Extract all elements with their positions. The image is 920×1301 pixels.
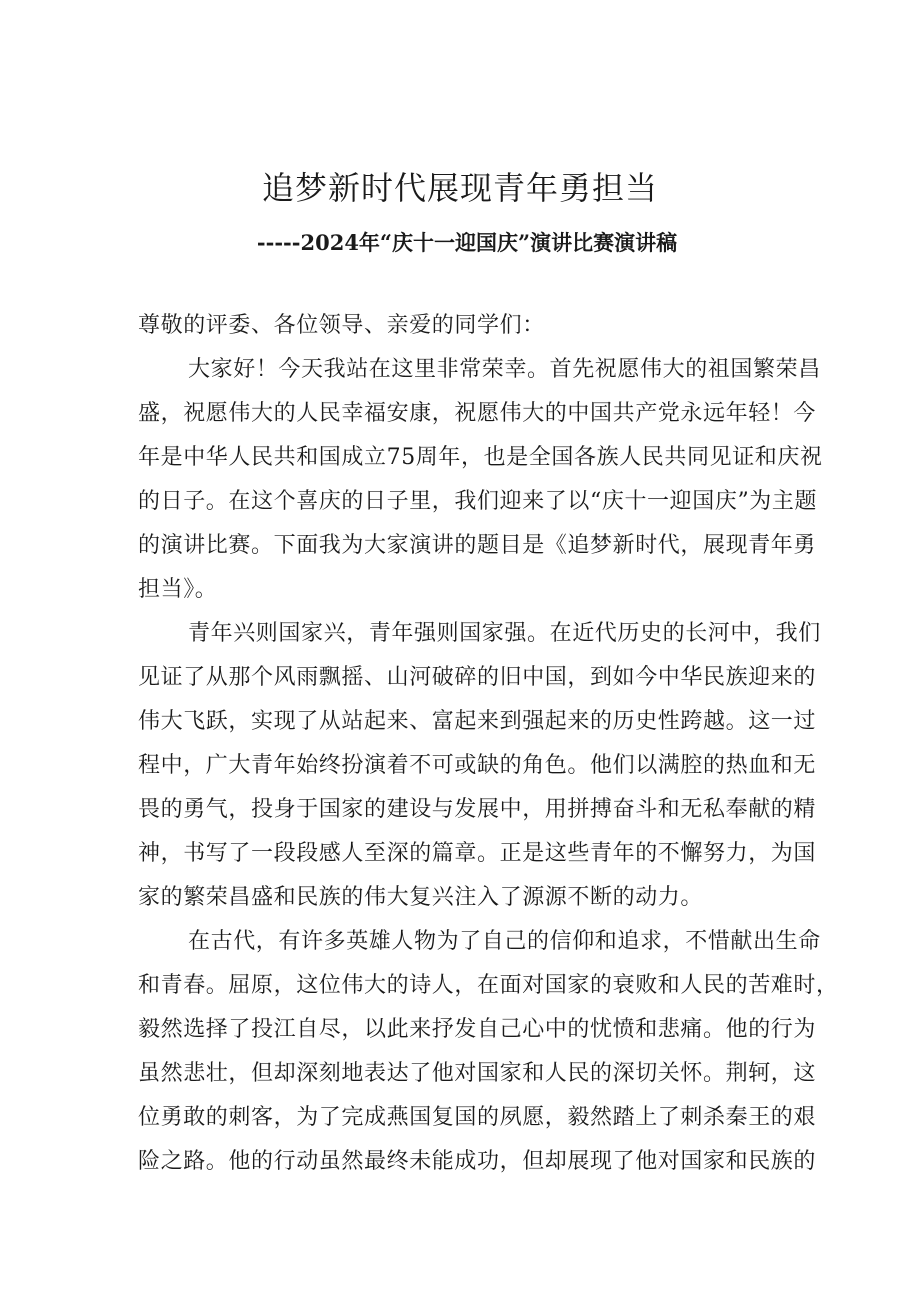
paragraph-line: 大家好！今天我站在这里非常荣幸。首先祝愿伟大的祖国繁荣昌: [188, 357, 821, 382]
paragraph-line: 担当》。: [138, 577, 218, 602]
paragraph-line: 伟大飞跃，实现了从站起来、富起来到强起来的历史性跨越。这一过: [138, 709, 817, 734]
paragraph-line: 程中，广大青年始终扮演着不可或缺的角色。他们以满腔的热血和无: [138, 753, 817, 778]
paragraph: [138, 920, 839, 1184]
document-title: 追梦新时代展现青年勇担当: [261, 169, 658, 207]
paragraph-line: 盛，祝愿伟大的人民幸福安康，祝愿伟大的中国共产党永远年轻！今: [138, 401, 817, 426]
document-subtitle: -----2024年“庆十一迎国庆”演讲比赛演讲稿: [256, 230, 678, 255]
paragraph-line: 神，书写了一段段感人至深的篇章。正是这些青年的不懈努力，为国: [138, 841, 817, 866]
paragraph-line: 青年兴则国家兴，青年强则国家强。在近代历史的长河中，我们: [188, 621, 821, 646]
paragraph-line: 的日子。在这个喜庆的日子里，我们迎来了以“庆十一迎国庆”为主题: [138, 489, 818, 514]
paragraph-line: 畏的勇气，投身于国家的建设与发展中，用拼搏奋斗和无私奉献的精: [138, 797, 817, 822]
paragraph-line: 虽然悲壮，但却深刻地表达了他对国家和人民的深切关怀。荆轲，这: [138, 1061, 817, 1086]
paragraph-line: 和青春。屈原，这位伟大的诗人，在面对国家的衰败和人民的苦难时，: [138, 973, 839, 998]
document-body: [138, 304, 839, 1184]
paragraph-line: 在古代，有许多英雄人物为了自己的信仰和追求，不惜献出生命: [188, 929, 821, 954]
paragraph-line: 的演讲比赛。下面我为大家演讲的题目是《追梦新时代，展现青年勇: [138, 533, 817, 558]
paragraph-line: 位勇敢的刺客，为了完成燕国复国的夙愿，毅然踏上了刺杀秦王的艰: [138, 1105, 817, 1130]
paragraph: [138, 348, 823, 612]
paragraph-line: 家的繁荣昌盛和民族的伟大复兴注入了源源不断的动力。: [138, 885, 704, 910]
paragraph-line: 见证了从那个风雨飘摇、山河破碎的旧中国，到如今中华民族迎来的: [138, 665, 817, 690]
salutation: 尊敬的评委、各位领导、亲爱的同学们：: [138, 313, 545, 338]
paragraph-line: 毅然选择了投江自尽，以此来抒发自己心中的忧愤和悲痛。他的行为: [138, 1017, 817, 1042]
paragraph: [138, 612, 821, 920]
paragraph-line: 险之路。他的行动虽然最终未能成功，但却展现了他对国家和民族的: [138, 1149, 817, 1174]
paragraph-line: 年是中华人民共和国成立75周年，也是全国各族人民共同见证和庆祝: [138, 445, 823, 470]
